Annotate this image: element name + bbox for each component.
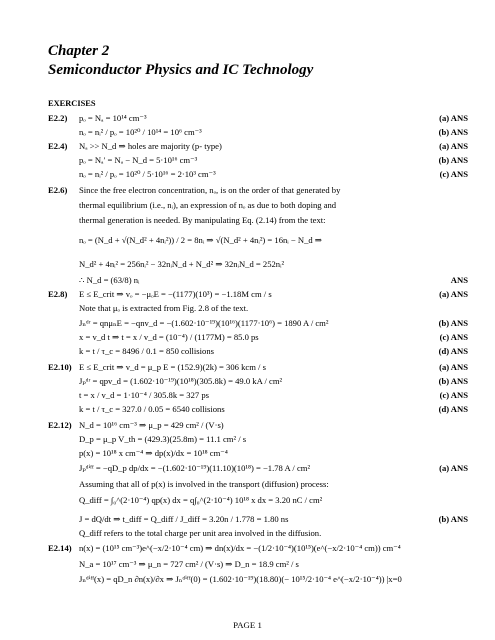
exercise-line	[48, 184, 468, 197]
exercise-number: E2.14)	[48, 543, 72, 553]
exercise-line	[48, 234, 468, 247]
exercise-text: Jₚᵈⁱᶠᶠ = −qD_p dp/dx = −(1.602·10⁻¹⁹)(11.10)(10¹⁸) = −1.78 A / cm²	[79, 463, 311, 473]
exercise-text: Q_diff = ∫₀^(2·10⁻⁴) qp(x) dx = q∫₀^(2·10⁻⁴) 10¹⁸ x dx = 3.20 nC / cm²	[79, 495, 323, 505]
exercise-line	[48, 419, 468, 432]
exercise-text: J = dQ/dt ⇒ t_diff = Q_diff / J_diff = 3.20n / 1.778 = 1.80 ns	[79, 514, 289, 524]
exercise-text: D_p = μ_p V_th = (429.3)(25.8m) = 11.1 cm² / s	[79, 434, 247, 444]
exercise-line	[48, 513, 468, 526]
exercise-line	[48, 478, 468, 491]
exercise-number: E2.10)	[48, 362, 72, 372]
exercise-line	[48, 331, 468, 344]
exercise-text: Jₙᵈʳ = qnμₙE = −qnv_d = −(1.602·10⁻¹⁹)(10¹⁶)(1177·10⁶) = 1890 A / cm²	[79, 318, 329, 328]
exercise-line	[48, 494, 468, 507]
exercise-text: pₒ = Nₐ = 10¹⁴ cm⁻³	[79, 113, 147, 123]
page-footer: PAGE 1	[233, 620, 262, 630]
exercise-text: k = t / τ_c = 8496 / 0.1 = 850 collisions	[79, 346, 214, 356]
exercise-line	[48, 361, 468, 374]
exercise-line	[48, 403, 468, 416]
exercise-text: p(x) = 10¹⁸ x cm⁻⁴ ⇒ dp(x)/dx = 10¹⁸ cm⁻⁴	[79, 448, 228, 458]
exercise-text: thermal generation is needed. By manipulating Eq. (2.14) from the text:	[79, 215, 326, 225]
exercise-line	[48, 154, 468, 167]
answer-label: (b) ANS	[438, 514, 468, 524]
exercise-text: Q_diff refers to the total charge per unit area involved in the diffusion.	[79, 528, 322, 538]
exercise-number: E2.4)	[48, 141, 68, 151]
answer-label: (a) ANS	[439, 362, 468, 372]
exercise-text: Jₚᵈʳ = qpv_d = (1.602·10⁻¹⁹)(10¹⁸)(305.8k) = 49.0 kA / cm²	[79, 376, 283, 386]
exercise-line	[48, 345, 468, 358]
exercise-text: N_d² + 4nᵢ² = 256nᵢ² − 32nᵢN_d + N_d² ⇒ 32nᵢN_d = 252nᵢ²	[79, 259, 285, 269]
exercise-line	[48, 527, 468, 540]
exercise-line	[48, 258, 468, 271]
exercise-text: E ≤ E_crit ⇒ vₒ = −μₒE = −(1177)(10³) = −1.18M cm / s	[79, 289, 272, 299]
answer-label: ANS	[450, 275, 468, 285]
exercise-text: nₒ = (N_d + √(N_d² + 4nᵢ²)) / 2 = 8nᵢ ⇒ √(N_d² + 4nᵢ²) = 16nᵢ − N_d ⇒	[79, 235, 323, 245]
exercise-number: E2.6)	[48, 185, 68, 195]
exercise-text: x = v_d t ⇒ t = x / v_d = (10⁻⁴) / (1177M) = 85.0 ps	[79, 332, 259, 342]
exercise-line	[48, 375, 468, 388]
exercise-text: Assuming that all of p(x) is involved in the transport (diffusion) process:	[79, 479, 329, 489]
exercise-text: n(x) = (10¹⁵ cm⁻³)e^(−x/2·10⁻⁴ cm) ⇒ dn(x)/dx = −(1/2·10⁻⁴)(10¹⁵)(e^(−x/2·10⁻⁴ cm)) cm⁻⁴	[79, 543, 401, 553]
exercise-line	[48, 573, 468, 586]
exercise-number: E2.8)	[48, 289, 68, 299]
exercise-line	[48, 112, 468, 125]
answer-label: (c) ANS	[439, 332, 468, 342]
exercise-line	[48, 542, 468, 555]
exercise-line	[48, 558, 468, 571]
chapter-title: Semiconductor Physics and IC Technology	[48, 62, 314, 78]
answer-label: (c) ANS	[439, 169, 468, 179]
exercise-line	[48, 214, 468, 227]
answer-label: (b) ANS	[438, 155, 468, 165]
exercise-text: E ≤ E_crit ⇒ v_d = μ_p E = (152.9)(2k) = 306 kcm / s	[79, 362, 266, 372]
exercise-line	[48, 433, 468, 446]
answer-label: (a) ANS	[439, 141, 468, 151]
exercise-number: E2.12)	[48, 420, 72, 430]
chapter-number: Chapter 2	[48, 43, 110, 59]
exercise-text: k = t / τ_c = 327.0 / 0.05 = 6540 collisions	[79, 404, 225, 414]
exercise-line	[48, 447, 468, 460]
answer-label: (b) ANS	[438, 376, 468, 386]
answer-label: (b) ANS	[438, 318, 468, 328]
exercise-text: nₒ = nᵢ² / pₒ = 10²⁰ / 5·10¹⁶ = 2·10³ cm⁻³	[79, 169, 216, 179]
exercise-text: Nₐ >> N_d ⇒ holes are majority (p- type)	[79, 141, 222, 151]
exercise-text: Since the free electron concentration, nₒ, is on the order of that generated by	[79, 185, 341, 195]
answer-label: (a) ANS	[439, 463, 468, 473]
exercise-line	[48, 126, 468, 139]
exercise-text: N_a = 10¹⁷ cm⁻³ ⇒ μ_n = 727 cm² / (V·s) ⇒ D_n = 18.9 cm² / s	[79, 559, 299, 569]
exercise-line	[48, 462, 468, 475]
exercise-line	[48, 140, 468, 153]
answer-label: (a) ANS	[439, 289, 468, 299]
exercise-line	[48, 168, 468, 181]
answer-label: (b) ANS	[438, 127, 468, 137]
exercise-line	[48, 317, 468, 330]
exercise-text: pₒ = Nₐ′ = Nₐ − N_d = 5·10¹⁶ cm⁻³	[79, 155, 198, 165]
exercise-line	[48, 288, 468, 301]
exercise-text: ∴ N_d = (63/8) nᵢ	[79, 275, 140, 285]
answer-label: (d) ANS	[438, 346, 468, 356]
exercise-line	[48, 274, 468, 287]
exercise-line	[48, 302, 468, 315]
exercise-text: nₒ = nᵢ² / pₒ = 10²⁰ / 10¹⁴ = 10⁶ cm⁻³	[79, 127, 202, 137]
exercise-line	[48, 199, 468, 212]
exercise-line	[48, 389, 468, 402]
exercise-text: thermal equilibrium (i.e., nᵢ), an expression of nₒ as due to both doping and	[79, 200, 337, 210]
answer-label: (a) ANS	[439, 113, 468, 123]
exercise-text: t = x / v_d = 1·10⁻⁴ / 305.8k = 327 ps	[79, 390, 209, 400]
section-heading: EXERCISES	[48, 99, 96, 108]
answer-label: (d) ANS	[438, 404, 468, 414]
answer-label: (c) ANS	[439, 390, 468, 400]
exercise-text: N_d = 10¹⁶ cm⁻³ ⇒ μ_p = 429 cm² / (V·s)	[79, 420, 224, 430]
exercise-number: E2.2)	[48, 113, 68, 123]
exercise-text: Note that μₒ is extracted from Fig. 2.8 of the text.	[79, 303, 249, 313]
exercise-text: Jₙᵈⁱᶠᶠ(x) = qD_n ∂n(x)/∂x ⇒ Jₙᵈⁱᶠᶠ(0) = (1.602·10⁻¹⁹)(18.80)(− 10¹⁵/2·10⁻⁴ e^(−x/2·10⁻⁴)) |x=0	[79, 574, 402, 584]
